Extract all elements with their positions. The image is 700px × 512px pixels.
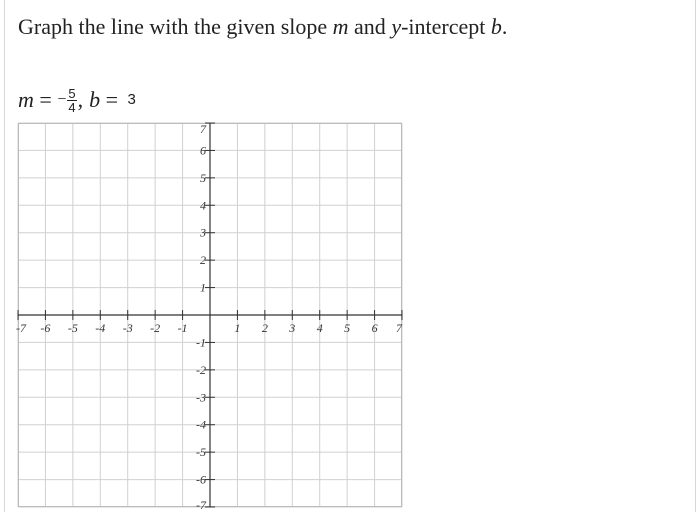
x-tick-label: 2 (261, 321, 268, 335)
question-text (18, 14, 507, 40)
y-tick-label: 2 (200, 253, 206, 268)
x-tick-label: -5 (67, 321, 78, 335)
y-tick-label: 1 (200, 280, 206, 295)
question-part: Graph the line with the given slope (18, 14, 333, 39)
question-y: y (391, 14, 402, 39)
y-tick-label: 5 (200, 170, 206, 185)
y-tick-label: -2 (196, 362, 206, 377)
question-part: and (348, 14, 392, 39)
y-tick-label: 4 (200, 198, 206, 213)
fraction-numerator: 5 (68, 86, 76, 101)
x-tick-label: 3 (289, 321, 296, 335)
question-part: . (501, 14, 508, 39)
x-tick-label: -7 (16, 321, 26, 335)
given-values (18, 86, 136, 113)
y-tick-label: -3 (196, 390, 206, 405)
x-tick-label: -4 (95, 321, 106, 335)
y-tick-label: 7 (200, 122, 206, 136)
x-tick-label: -2 (150, 321, 161, 335)
y-tick-label: 6 (200, 143, 206, 158)
question-card (4, 0, 696, 512)
slope-symbol: m (18, 86, 34, 112)
y-tick-label: -4 (196, 417, 206, 432)
y-tick-label: -5 (196, 445, 206, 460)
coordinate-graph[interactable] (16, 122, 402, 512)
x-tick-label: -1 (177, 321, 188, 335)
y-tick-label: 3 (200, 225, 206, 240)
question-m: m (332, 14, 349, 39)
fraction-denominator: 4 (68, 100, 76, 115)
x-tick-label: 4 (316, 321, 323, 335)
y-tick-label: -1 (196, 335, 206, 350)
slope-fraction (67, 87, 76, 114)
question-part: -intercept (401, 14, 491, 39)
x-tick-label: 6 (371, 321, 378, 335)
x-tick-label: 1 (234, 321, 241, 335)
intercept-symbol: b (89, 86, 101, 112)
x-tick-label: -3 (122, 321, 133, 335)
x-tick-label: -6 (40, 321, 51, 335)
question-b: b (490, 14, 502, 39)
x-tick-label: 5 (344, 321, 351, 335)
equals-sign: = (33, 86, 58, 112)
comma: , (77, 86, 84, 112)
intercept-value: 3 (127, 91, 136, 108)
x-tick-label: 7 (396, 321, 402, 335)
minus-sign: − (57, 90, 67, 108)
equals-sign: = (100, 86, 124, 112)
y-tick-label: -7 (196, 498, 206, 512)
y-tick-label: -6 (196, 472, 206, 487)
